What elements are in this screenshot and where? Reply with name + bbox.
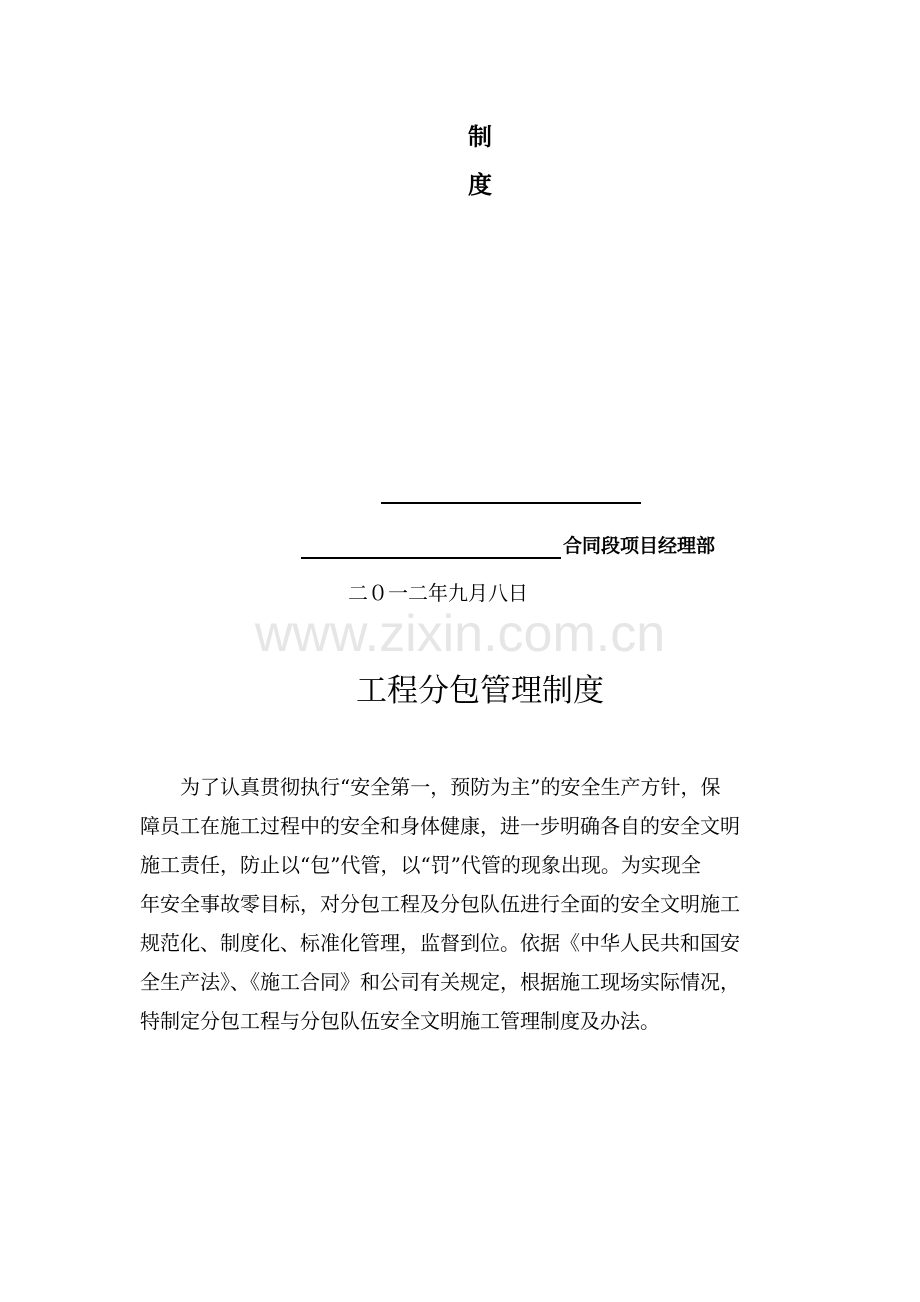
- fill-in-blank-line: [301, 557, 561, 559]
- body-line: 规范化、制度化、标准化管理，监督到位。依据《中华人民共和国安: [140, 931, 740, 955]
- department-name: 合同段项目经理部: [563, 535, 716, 557]
- body-line: 年安全事故零目标，对分包工程及分包队伍进行全面的安全文明施工: [140, 892, 740, 916]
- document-title: 工程分包管理制度: [356, 673, 604, 709]
- body-line: 为了认真贯彻执行“安全第一，预防为主”的安全生产方针，保: [180, 775, 721, 799]
- fill-in-blank-line: [381, 502, 641, 504]
- cover-date: 二０一二年九月八日: [348, 581, 528, 605]
- body-line: 全生产法》、《施工合同》和公司有关规定，根据施工现场实际情况，: [140, 970, 740, 994]
- body-line: 特制定分包工程与分包队伍安全文明施工管理制度及办法。: [140, 1009, 660, 1033]
- cover-title-char: 制: [468, 123, 492, 151]
- watermark: www.zixin.com.cn: [254, 605, 666, 663]
- body-line: 障员工在施工过程中的安全和身体健康，进一步明确各自的安全文明: [140, 814, 740, 838]
- cover-title-char: 度: [468, 171, 492, 199]
- body-paragraph: [140, 768, 784, 1041]
- body-line: 施工责任，防止以“包”代管，以“罚”代管的现象出现。为实现全: [140, 853, 701, 877]
